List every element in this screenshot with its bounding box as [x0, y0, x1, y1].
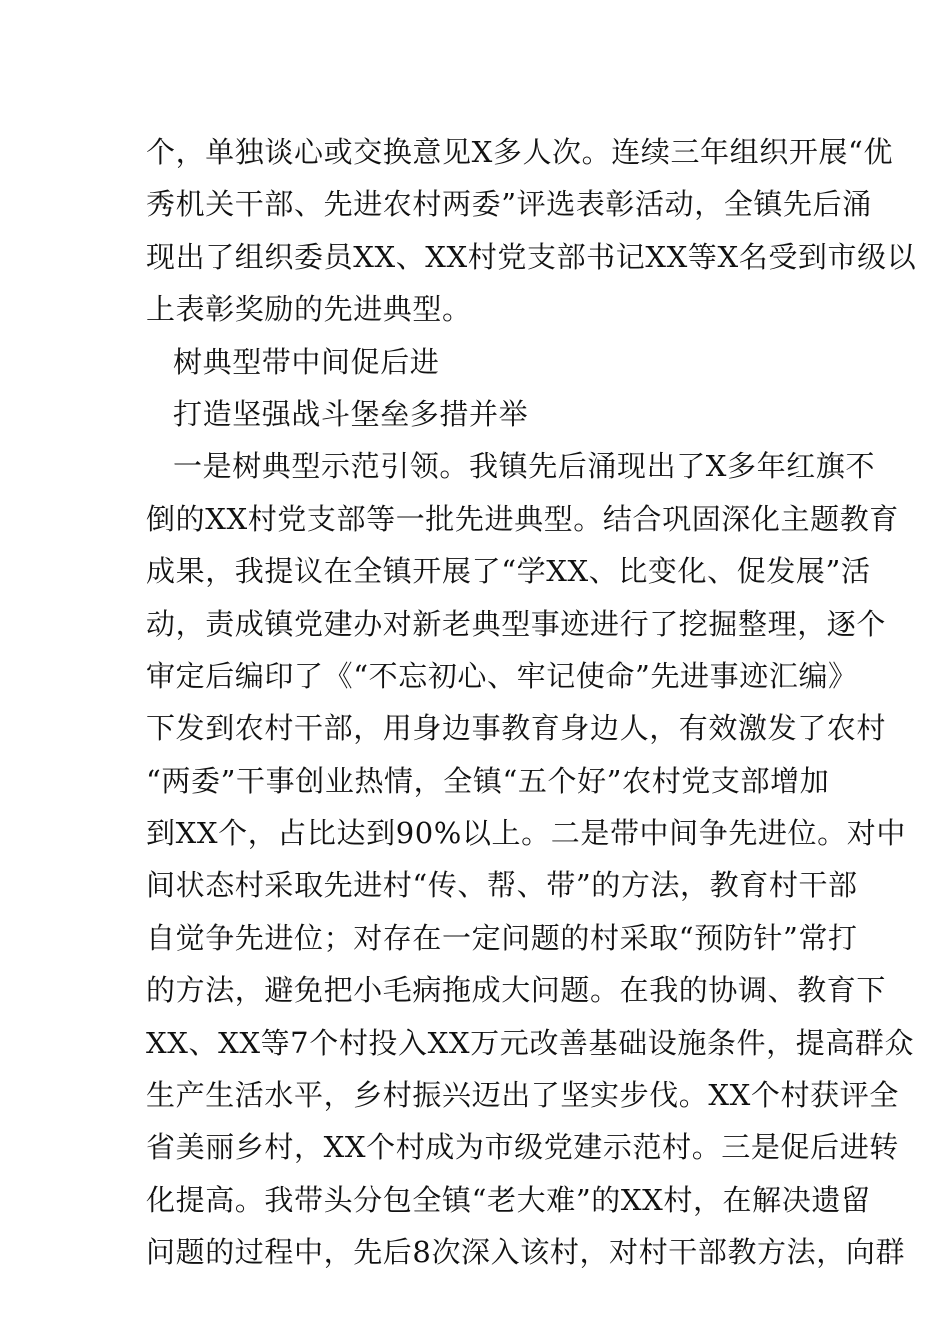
text-line: 动，责成镇党建办对新老典型事迹进行了挖掘整理，逐个 [146, 606, 887, 641]
text-line: 的方法，避免把小毛病拖成大问题。在我的协调、教育下 [146, 973, 887, 1008]
text-line: 问题的过程中，先后8次深入该村，对村干部教方法，向群 [146, 1235, 906, 1270]
text-line: 到XX个，占比达到90%以上。二是带中间争先进位。对中 [146, 816, 906, 851]
text-line: 省美丽乡村，XX个村成为市级党建示范村。三是促后进转 [146, 1130, 899, 1165]
text-line: 下发到农村干部，用身边事教育身边人，有效激发了农村 [146, 711, 887, 746]
paragraph-start-line: 一是树典型示范引领。我镇先后涌现出了X多年红旗不 [173, 449, 876, 484]
section-heading: 打造坚强战斗堡垒多措并举 [173, 396, 529, 431]
text-line: “两委”干事创业热情，全镇“五个好”农村党支部增加 [146, 763, 830, 798]
text-line: 个，单独谈心或交换意见X多人次。连续三年组织开展“优 [146, 135, 894, 169]
text-line: 审定后编印了《“不忘初心、牢记使命”先进事迹汇编》 [146, 658, 858, 693]
section-heading: 树典型带中间促后进 [173, 344, 440, 379]
text-line: 间状态村采取先进村“传、帮、带”的方法，教育村干部 [146, 868, 858, 903]
text-line: 上表彰奖励的先进典型。 [146, 292, 472, 327]
text-line: 生产生活水平，乡村振兴迈出了坚实步伐。XX个村获评全 [146, 1078, 899, 1113]
text-line: XX、XX等7个村投入XX万元改善基础设施条件，提高群众 [146, 1025, 915, 1060]
text-line: 秀机关干部、先进农村两委”评选表彰活动，全镇先后涌 [146, 187, 872, 222]
text-line: 自觉争先进位；对存在一定问题的村采取“预防针”常打 [146, 920, 858, 955]
text-line: 现出了组织委员XX、XX村党支部书记XX等X名受到市级以 [146, 239, 917, 274]
text-line: 化提高。我带头分包全镇“老大难”的XX村，在解决遗留 [146, 1182, 871, 1217]
text-line: 倒的XX村党支部等一批先进典型。结合巩固深化主题教育 [146, 501, 899, 536]
text-line: 成果，我提议在全镇开展了“学XX、比变化、促发展”活 [146, 554, 871, 589]
body-text [146, 126, 917, 1279]
